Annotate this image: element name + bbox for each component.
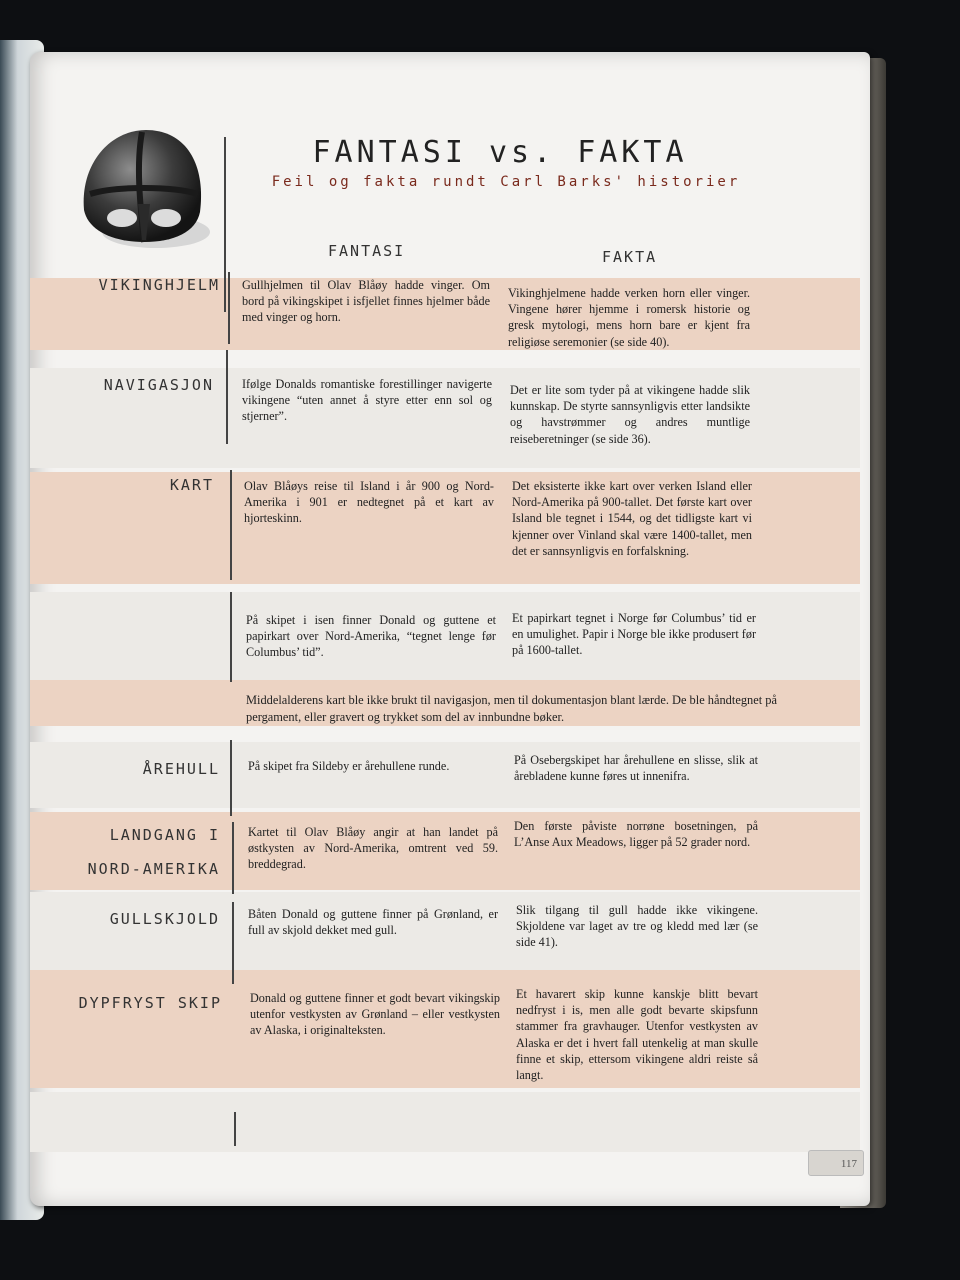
title-divider xyxy=(224,137,226,312)
fact-cell: Vikinghjelmene hadde verken horn eller vinger. Vingene hører hjemme i romersk historie og gresk mytologi, mens horn bare er kjent fra religiøse seremonier (se side 40). xyxy=(508,286,750,349)
fantasy-cell: Kartet til Olav Blåøy angir at han landet på østkysten av Nord-Amerika, omtrent ved 59. breddegrad. xyxy=(248,825,498,872)
column-divider xyxy=(232,902,234,984)
column-header-fantasy: FANTASI xyxy=(328,242,406,260)
column-divider xyxy=(226,350,228,444)
fact-cell: Det eksisterte ikke kart over verken Island eller Nord-Amerika på 900-tallet. Det første kart over Island ble tegnet i 1544, og det tidligste kart vi kjenner over Vinland skal være 1400-tallet, men det er sannsynligvis en forfalskning. xyxy=(512,479,752,558)
page-number: 117 xyxy=(808,1150,864,1176)
fact-cell: Et papirkart tegnet i Norge før Columbus’ tid er en umulighet. Papir i Norge ble ikke produsert før på 1600-tallet. xyxy=(512,611,756,658)
column-divider xyxy=(230,740,232,816)
fact-cell: Slik tilgang til gull hadde ikke vikingene. Skjoldene var laget av tre og kledd med lær (se side 41). xyxy=(516,903,758,950)
row-label-landgang: LANDGANG I xyxy=(109,826,220,844)
fantasy-cell: Ifølge Donalds romantiske forestillinger navigerte vikingene “uten annet å styre etter enn sol og stjerner”. xyxy=(242,377,492,424)
note-text: Middelalderens kart ble ikke brukt til navigasjon, men til dokumentasjon blant lærde. De ble håndtegnet på pergament, eller gravert og trykket som del av innbundne bøker. xyxy=(246,693,777,724)
fact-cell: Et havarert skip kunne kanskje blitt bevart nedfryst i is, men alle godt bevarte skipsfunn stammer fra gravhauger. Utenfor vestkysten av Alaska er det i hvert fall utenkelig at man skulle finne et skip, ettersom vikingene aldri reiste så langt. xyxy=(516,987,758,1083)
column-divider xyxy=(230,592,232,682)
fantasy-cell: Olav Blåøys reise til Island i år 900 og Nord-Amerika i 901 er nedtegnet på et kart av hjorteskinn. xyxy=(244,479,494,526)
page-subtitle: Feil og fakta rundt Carl Barks' historier xyxy=(271,174,741,190)
column-header-fact: FAKTA xyxy=(602,248,658,266)
fantasy-cell: På skipet fra Sildeby er årehullene runde. xyxy=(248,759,450,773)
row-label-arehull: ÅREHULL xyxy=(142,760,220,778)
row-label-dypfryst-skip: DYPFRYST SKIP xyxy=(78,994,222,1012)
row-label-gullskjold: GULLSKJOLD xyxy=(109,910,220,928)
book-page xyxy=(30,52,870,1206)
fact-cell: Det er lite som tyder på at vikingene hadde slik kunnskap. De styrte sannsynligvis etter landsikte og havstrømmer og andres muntlige reiseberetninger (se side 36). xyxy=(510,383,750,446)
row-label-navigasjon: NAVIGASJON xyxy=(103,376,214,394)
fantasy-cell: På skipet i isen finner Donald og guttene et papirkart over Nord-Amerika, “tegnet lenge før Columbus’ tid”. xyxy=(246,613,496,660)
page-title: FANTASI vs. FAKTA xyxy=(312,135,688,170)
fantasy-cell: Donald og guttene finner et godt bevart vikingskip utenfor vestkysten av Grønland – eller vestkysten av Alaska, i originalteksten. xyxy=(250,991,500,1038)
viking-helmet-icon xyxy=(76,124,212,254)
column-divider xyxy=(228,272,230,344)
row-band xyxy=(30,1092,860,1152)
fantasy-cell: Båten Donald og guttene finner på Grønland, er full av skjold dekket med gull. xyxy=(248,907,498,938)
row-label-kart: KART xyxy=(169,476,214,494)
fact-cell: På Osebergskipet har årehullene en slisse, slik at årebladene kunne føres ut innenifra. xyxy=(514,753,758,784)
column-divider xyxy=(234,1112,236,1146)
fantasy-cell: Gullhjelmen til Olav Blåøy hadde vinger. Om bord på vikingskipet i isfjellet finnes hjelmer både med vinger og horn. xyxy=(242,278,490,325)
fact-cell: Den første påviste norrøne bosetningen, på L’Anse Aux Meadows, ligger på 52 grader nord. xyxy=(514,819,758,850)
column-divider xyxy=(230,470,232,580)
column-divider xyxy=(232,822,234,894)
row-label-landgang-line2: NORD-AMERIKA xyxy=(87,860,220,878)
row-label-vikinghjelm: VIKINGHJELM xyxy=(98,276,220,294)
